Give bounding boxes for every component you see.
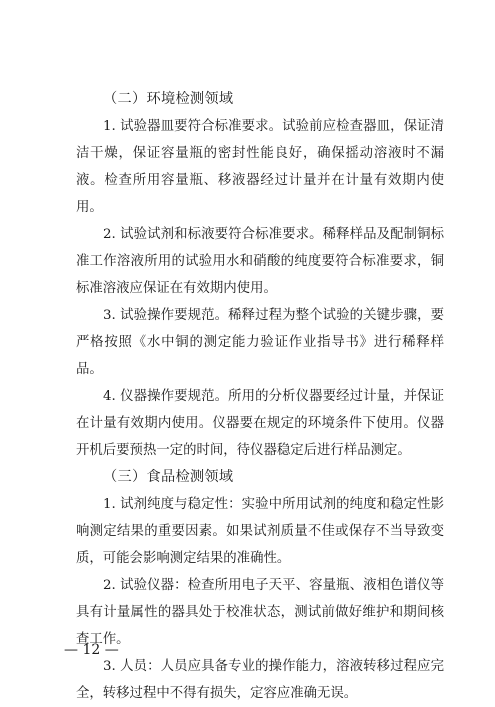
- paragraph: 2. 试验仪器：检查所用电子天平、容量瓶、液相色谱仪等具有计量属性的器具处于校准状态，测试前做好维护和期间核查工作。: [76, 578, 444, 647]
- paragraph: 1. 试验器皿要符合标准要求。试验前应检查器皿，保证清洁干燥，保证容量瓶的密封性能良好，确保摇动溶液时不漏液。检查所用容量瓶、移液器经过计量并在计量有效期内使用。: [76, 119, 444, 215]
- paragraph: 3. 人员：人员应具备专业的操作能力，溶液转移过程应完全，转移过程中不得有损失，定容应准确无误。: [76, 659, 444, 701]
- paragraph: 4. 仪器操作要规范。所用的分析仪器要经过计量，并保证在计量有效期内使用。仪器要在规定的环境条件下使用。仪器开机后要预热一定的时间，待仪器稳定后进行样品测定。: [76, 389, 444, 458]
- document-body: [76, 86, 444, 707]
- section-heading-environment: （二）环境检测领域: [103, 91, 234, 107]
- paragraph: 1. 试剂纯度与稳定性：实验中所用试剂的纯度和稳定性影响测定结果的重要因素。如果试剂质量不佳或保存不当导致变质，可能会影响测定结果的准确性。: [76, 497, 444, 566]
- paragraph: 3. 试验操作要规范。稀释过程为整个试验的关键步骤，要严格按照《水中铜的测定能力验证作业指导书》进行稀释样品。: [76, 308, 444, 377]
- section-heading-food: （三）食品检测领域: [103, 469, 234, 485]
- page-number: — 12 —: [64, 642, 119, 658]
- paragraph: 2. 试验试剂和标液要符合标准要求。稀释样品及配制铜标准工作溶液所用的试验用水和硝酸的纯度要符合标准要求，铜标准溶液应保证在有效期内使用。: [76, 227, 444, 296]
